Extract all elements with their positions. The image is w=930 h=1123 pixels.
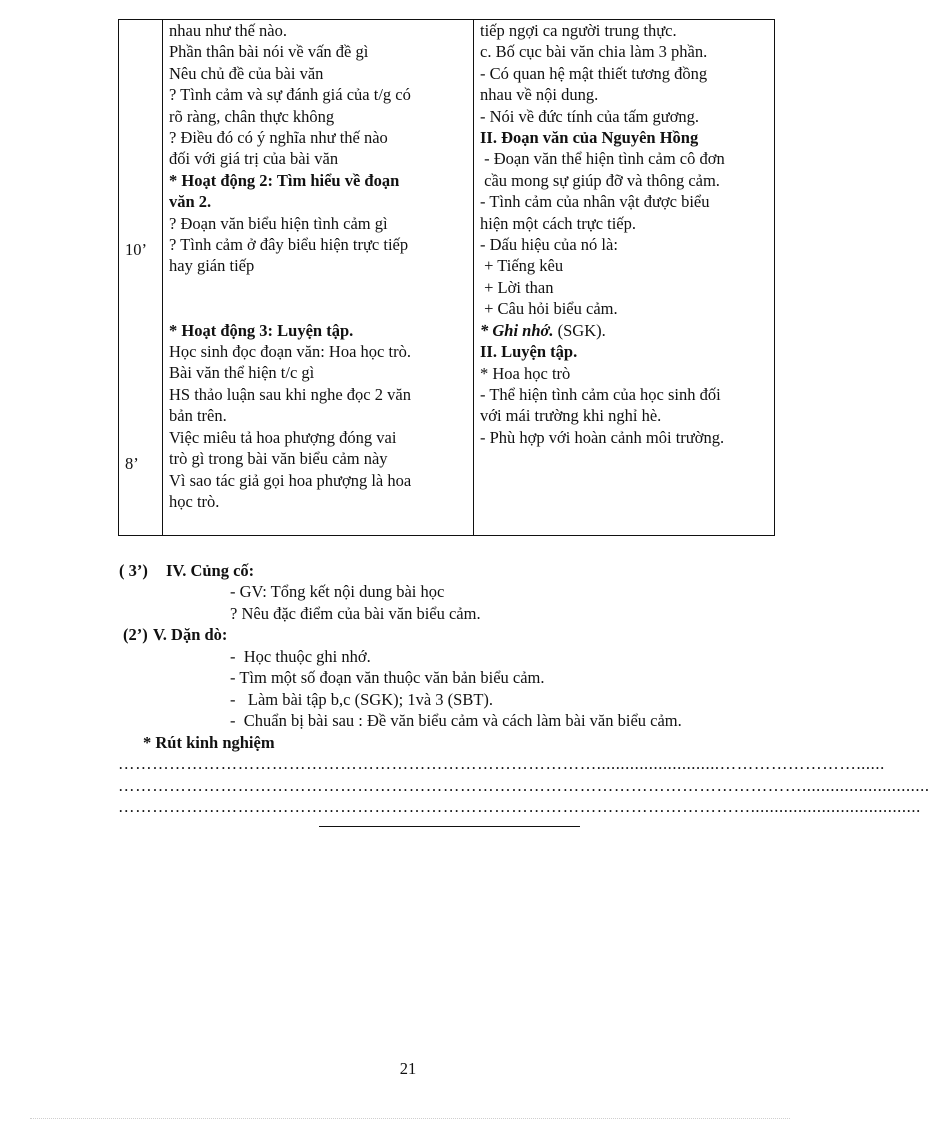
text-line: c. Bố cục bài văn chia làm 3 phần.: [480, 42, 708, 62]
text-line: hay gián tiếp: [169, 256, 255, 276]
activity-heading: * Hoạt động 3: Luyện tập.: [169, 320, 354, 340]
text-line: Nêu chủ đề của bài văn: [169, 63, 324, 83]
content-column: [474, 20, 775, 536]
text-line: + Lời than: [480, 277, 554, 297]
text-line: Học sinh đọc đoạn văn: Hoa học trò.: [169, 342, 411, 362]
experience-title: * Rút kinh nghiệm: [143, 733, 275, 752]
text-line: - Phù hợp với hoàn cảnh môi trường.: [480, 427, 725, 447]
time-label: 8’: [125, 454, 139, 473]
text-line: đối với giá trị của bài văn: [169, 149, 339, 169]
text-line: - Thể hiện tình cảm của học sinh đối: [480, 384, 721, 404]
review-time: ( 3’): [119, 561, 148, 580]
text-line: Vì sao tác giả gọi hoa phượng là hoa: [169, 470, 412, 490]
text-line: ? Tình cảm ở đây biểu hiện trực tiếp: [169, 235, 409, 255]
review-title: IV. Củng cố:: [166, 561, 255, 580]
text-line: Bài văn thể hiện t/c gì: [169, 363, 315, 383]
text-line: hiện một cách trực tiếp.: [480, 213, 637, 233]
text-line: cầu mong sự giúp đỡ và thông cảm.: [480, 170, 720, 190]
activity-heading: văn 2.: [169, 192, 212, 212]
text-line: + Câu hỏi biểu cảm.: [480, 299, 618, 319]
homework-item: - Chuẩn bị bài sau : Đề văn biểu cảm và cách làm bài văn biểu cảm.: [230, 711, 682, 730]
text-line: rõ ràng, chân thực không: [169, 106, 335, 126]
text-line: - Nói về đức tính của tấm gương.: [480, 106, 700, 126]
activity-heading: * Hoạt động 2: Tìm hiểu về đoạn: [169, 170, 400, 190]
homework-time: (2’): [123, 625, 148, 644]
lesson-table: [118, 19, 775, 536]
homework-item: - Tìm một số đoạn văn thuộc văn bản biểu cảm.: [230, 668, 545, 687]
text-line: Việc miêu tả hoa phượng đóng vai: [169, 427, 397, 447]
review-item: - GV: Tổng kết nội dung bài học: [230, 582, 445, 601]
text-line: học trò.: [169, 491, 220, 511]
text-line: nhau về nội dung.: [480, 85, 599, 105]
text-line: HS thảo luận sau khi nghe đọc 2 văn: [169, 384, 411, 404]
review-item: ? Nêu đặc điểm của bài văn biểu cảm.: [230, 604, 481, 623]
spacer: [169, 277, 469, 320]
text-line: bản trên.: [169, 406, 227, 426]
text-line: với mái trường khi nghỉ hè.: [480, 406, 662, 426]
text-line: Phần thân bài nói về vấn đề gì: [169, 42, 369, 62]
homework-item: - Làm bài tập b,c (SGK); 1và 3 (SBT).: [230, 690, 494, 709]
text-line: trò gì trong bài văn biểu cảm này: [169, 449, 388, 469]
section-heading: II. Đoạn văn của Nguyên Hồng: [480, 128, 699, 148]
homework-title: V. Dặn dò:: [153, 625, 228, 644]
time-label: 10’: [125, 240, 147, 259]
table-row: [119, 20, 775, 536]
text-line: ? Tình cảm và sự đánh giá của t/g có: [169, 85, 411, 105]
section-heading: II. Luyện tập.: [480, 342, 578, 362]
dotted-line: …………………………………………………………………………..........................……………………......: [118, 754, 885, 773]
text-line: - Có quan hệ mật thiết tương đồng: [480, 63, 708, 83]
teacher-activity-column: [163, 20, 474, 536]
ghi-nho-line: [480, 320, 770, 341]
ghi-nho-label: * Ghi nhớ.: [480, 320, 554, 340]
homework-item: - Học thuộc ghi nhớ.: [230, 647, 371, 666]
text-line: ? Điều đó có ý nghĩa như thế nào: [169, 128, 388, 148]
dotted-line: …………………………………………………………………………………………………………...........................: [118, 776, 930, 795]
text-line: - Đoạn văn thể hiện tình cảm cô đơn: [480, 149, 725, 169]
text-line: * Hoa học trò: [480, 363, 571, 383]
ghi-nho-ref: (SGK).: [553, 320, 606, 340]
text-line: + Tiếng kêu: [480, 256, 564, 276]
page-number: 21: [399, 1059, 417, 1078]
text-line: ? Đoạn văn biểu hiện tình cảm gì: [169, 213, 388, 233]
page-edge-dots: [30, 1118, 790, 1119]
text-line: tiếp ngợi ca người trung thực.: [480, 21, 677, 40]
text-line: nhau như thế nào.: [169, 21, 287, 40]
time-column: [119, 20, 163, 536]
dotted-line: …………………………………………………………………………………………………....................................: [118, 797, 921, 816]
end-rule: [319, 826, 580, 827]
text-line: - Tình cảm của nhân vật được biểu: [480, 192, 710, 212]
text-line: - Dấu hiệu của nó là:: [480, 235, 618, 255]
